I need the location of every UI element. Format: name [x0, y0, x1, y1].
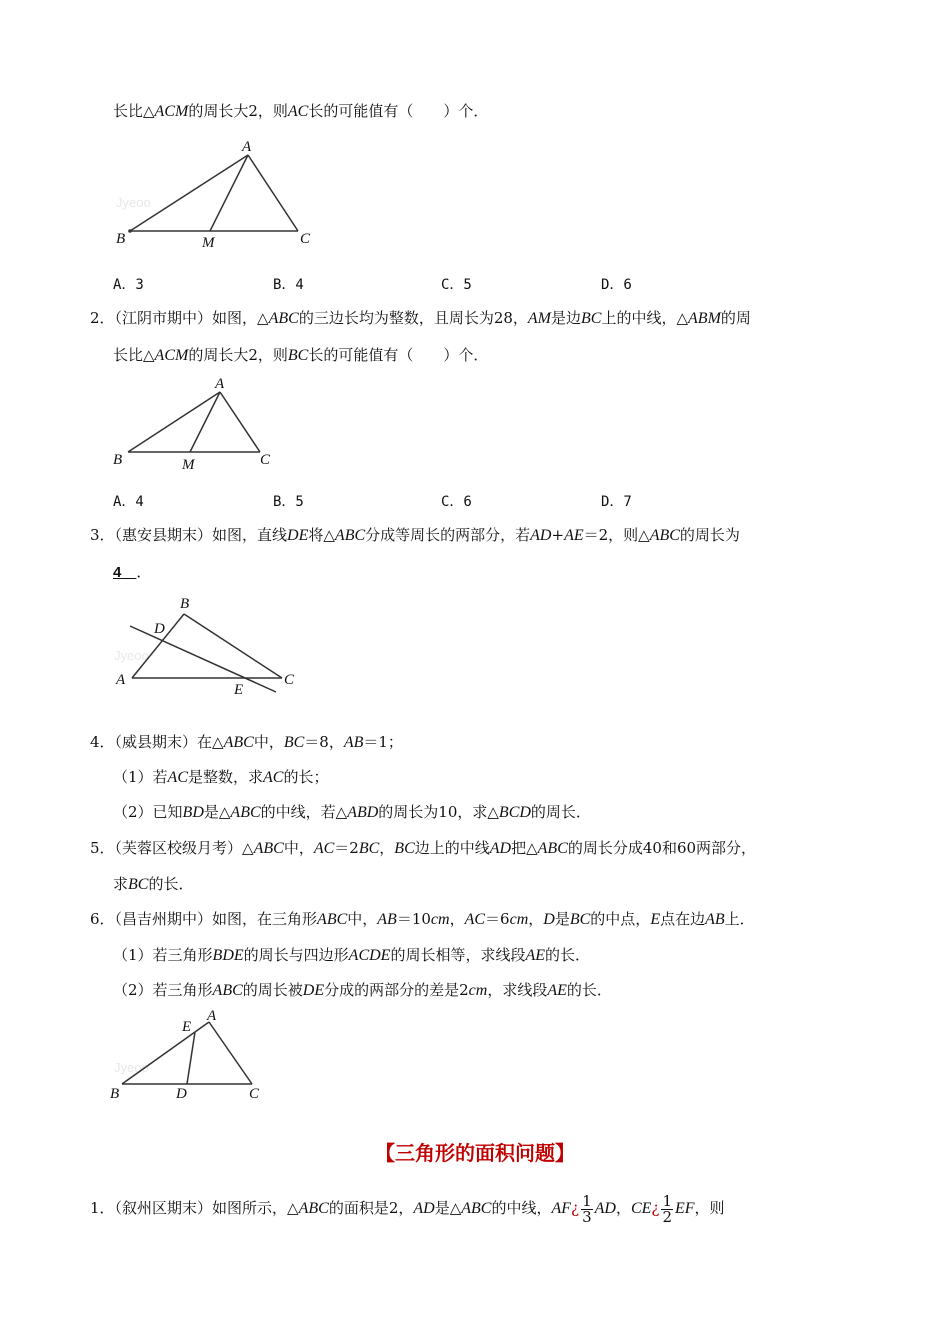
area-q1-line: 1．（叙州区期末）如图所示，△ABC的面积是2，AD是△ABC的中线，AF¿ $\frac{1}{3}$ AD，CE¿ $\frac{1}{2}$ EF，则: [90, 1191, 725, 1226]
q3-answer-line: 4 ．: [113, 563, 152, 581]
label-A: A: [242, 139, 252, 155]
q6-line1: 6．（昌吉州期中）如图，在三角形ABC中，AB＝10cm，AC＝6cm，D是BC的中点，E点在边AB上．: [90, 910, 755, 928]
label-D: D: [154, 621, 165, 637]
watermark: Jyeoo: [114, 648, 149, 663]
q5-line1: 5．（芙蓉区校级月考）△ABC中，AC＝2BC，BC边上的中线AD把△ABC的周长分成40和60两部分，: [90, 839, 757, 857]
fraction-one-third: $\frac{1}{3}$: [582, 1191, 592, 1226]
q2-triangle-figure: [110, 372, 290, 472]
option-c[interactable]: C．6: [441, 494, 472, 510]
option-a[interactable]: A．4: [113, 494, 144, 510]
label-A: A: [207, 1008, 217, 1024]
label-D: D: [176, 1086, 187, 1102]
watermark: Jyeoo: [116, 195, 151, 210]
section-title: 【三角形的面积问题】: [375, 1141, 575, 1165]
q3-answer: 4: [113, 564, 122, 581]
label-B: B: [116, 231, 126, 247]
label-B: B: [113, 452, 123, 468]
fraction-one-half: $\frac{1}{2}$: [662, 1191, 672, 1226]
watermark: Jyeoo: [114, 1060, 149, 1075]
label-C: C: [300, 231, 311, 247]
option-d[interactable]: D．6: [601, 277, 632, 293]
q3-line1: 3．（惠安县期末）如图，直线DE将△ABC分成等周长的两部分，若AD+AE＝2，则△ABC的周长为: [90, 526, 740, 544]
q3-triangle-figure: [110, 592, 310, 702]
q2-line2: 长比△ACM的周长大2，则BC长的可能值有（ ）个．: [113, 346, 489, 364]
label-B: B: [110, 1086, 120, 1102]
q4-line1: 4．（威县期末）在△ABC中，BC＝8，AB＝1；: [90, 733, 403, 751]
q4-sub2: （2）已知BD是△ABC的中线，若△ABD的周长为10，求△BCD的周长．: [113, 803, 591, 821]
label-M: M: [182, 457, 195, 473]
q1-triangle-figure: [110, 135, 330, 255]
option-a[interactable]: A．3: [113, 277, 144, 293]
q1-tail-line: 长比△ACM的周长大2，则AC长的可能值有（ ）个．: [113, 102, 489, 120]
label-C: C: [260, 452, 271, 468]
option-b[interactable]: B．4: [273, 277, 304, 293]
option-b[interactable]: B．5: [273, 494, 304, 510]
q6-sub1: （1）若三角形BDE的周长与四边形ACDE的周长相等，求线段AE的长．: [113, 946, 591, 964]
option-d[interactable]: D．7: [601, 494, 632, 510]
q6-sub2: （2）若三角形ABC的周长被DE分成的两部分的差是2cm，求线段AE的长．: [113, 981, 612, 999]
option-c[interactable]: C．5: [441, 277, 472, 293]
label-A: A: [215, 376, 225, 392]
label-A: A: [116, 672, 126, 688]
label-C: C: [249, 1086, 260, 1102]
q6-triangle-figure: [108, 1008, 278, 1108]
label-M: M: [202, 235, 215, 251]
label-B: B: [180, 596, 190, 612]
q2-line1: 2．（江阴市期中）如图，△ABC的三边长均为整数，且周长为28，AM是边BC上的中线，△ABM的周: [90, 309, 751, 327]
label-E: E: [234, 682, 244, 698]
label-E: E: [182, 1019, 192, 1035]
q5-line2: 求BC的长．: [113, 875, 194, 893]
q4-sub1: （1）若AC是整数，求AC的长；: [113, 768, 329, 786]
label-C: C: [284, 672, 295, 688]
